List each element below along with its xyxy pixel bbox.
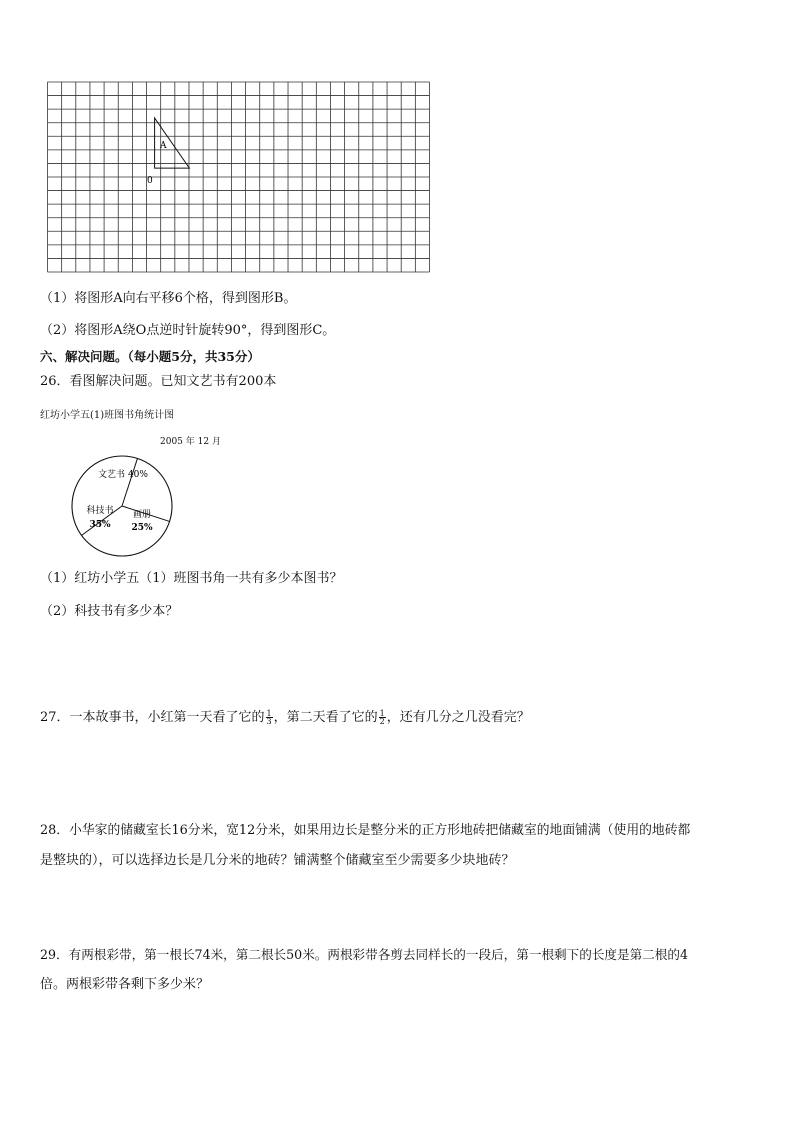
fraction-one-half bbox=[379, 710, 386, 725]
q29-line2: 倍。两根彩带各剩下多少米？ bbox=[40, 977, 210, 992]
q27-part-a: 27．一本故事书，小红第一天看了它的 bbox=[40, 710, 265, 725]
q25-part1: （1）将图形A向右平移6个格，得到图形B。 bbox=[40, 291, 297, 306]
fraction-numerator: 1 bbox=[379, 709, 385, 718]
slice-label-wenyi: 文艺书 40% bbox=[98, 470, 148, 480]
slice-pct-keji: 35% bbox=[89, 520, 111, 530]
fraction-denominator: 3 bbox=[266, 717, 272, 726]
pie-chart bbox=[66, 455, 178, 557]
fraction-denominator: 2 bbox=[379, 717, 385, 726]
fraction-one-third bbox=[266, 710, 273, 725]
slice-label-keji: 科技书 bbox=[86, 506, 114, 516]
grid-figure bbox=[40, 76, 430, 276]
pie-chart-subtitle: 2005 年 12 月 bbox=[160, 437, 221, 447]
pie-chart-title: 红坊小学五(1)班图书角统计图 bbox=[40, 410, 175, 421]
q26-text: 26．看图解决问题。已知文艺书有200本 bbox=[40, 374, 277, 389]
q28-line1: 28．小华家的储藏室长16分米，宽12分米，如果用边长是整分米的正方形地砖把储藏室的地面铺满（使用的地砖都 bbox=[40, 823, 691, 838]
slice-divider-huace-start bbox=[122, 458, 137, 506]
fraction-numerator: 1 bbox=[266, 709, 272, 718]
q29-line1: 29．有两根彩带，第一根长74米，第二根长50米。两根彩带各剪去同样长的一段后，第一根剩下的长度是第二根的4 bbox=[40, 947, 688, 962]
q28-line2: 是整块的），可以选择边长是几分米的地砖？铺满整个储藏室至少需要多少块地砖？ bbox=[40, 853, 515, 868]
q27-part-b: ，第二天看了它的 bbox=[273, 710, 378, 725]
shape-a-label: A bbox=[160, 141, 167, 151]
slice-label-huace: 画册 bbox=[132, 510, 152, 520]
q25-part2: （2）将图形A绕O点逆时针旋转90°，得到图形C。 bbox=[40, 323, 336, 338]
section-6-heading: 六、解决问题。（每小题5分，共35分） bbox=[40, 349, 260, 364]
point-o-label: 0 bbox=[147, 176, 153, 186]
slice-pct-huace: 25% bbox=[131, 523, 153, 533]
q26-part1: （1）红坊小学五（1）班图书角一共有多少本图书？ bbox=[40, 571, 343, 586]
grid-lines bbox=[48, 82, 430, 272]
q27-part-c: ，还有几分之几没看完？ bbox=[386, 710, 530, 725]
q27-text bbox=[40, 708, 530, 728]
q26-part2: （2）科技书有多少本？ bbox=[40, 604, 179, 619]
